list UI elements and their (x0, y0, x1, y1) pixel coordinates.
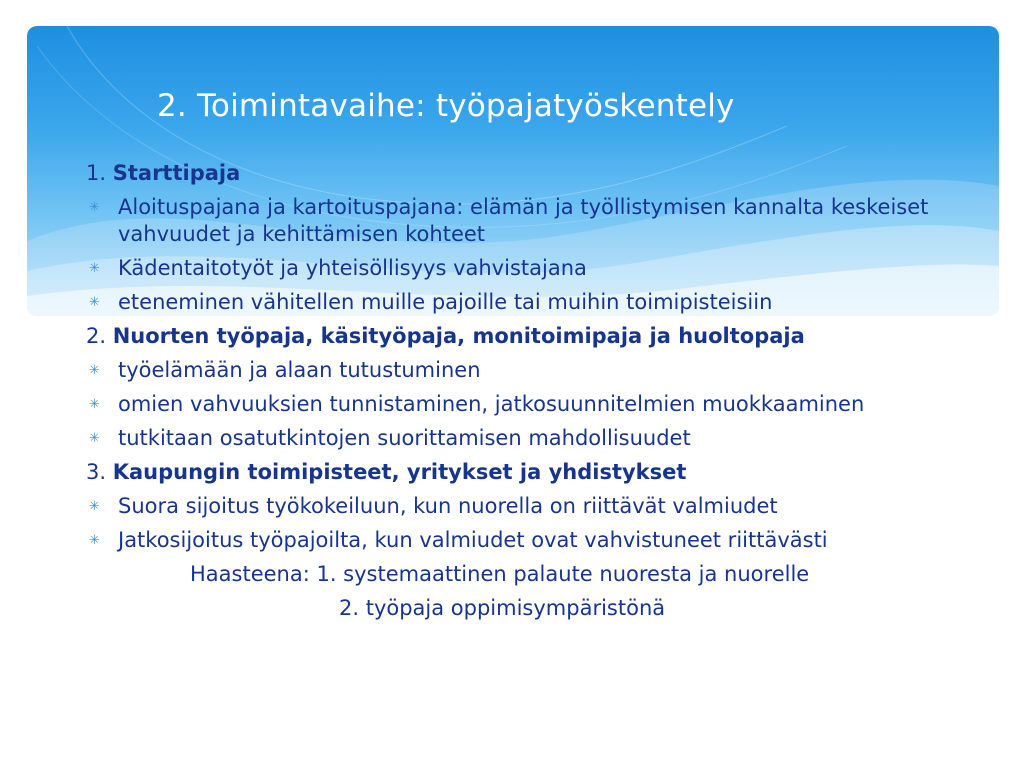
section-heading (86, 459, 966, 486)
list-item-text: työelämään ja alaan tutustuminen (118, 358, 481, 382)
slide-title: 2. Toimintavaihe: työpajatyöskentely (157, 88, 735, 124)
list-item (86, 357, 966, 384)
list-item-text: omien vahvuuksien tunnistaminen, jatkosuunnitelmien muokkaaminen (118, 392, 865, 416)
section-title: Nuorten työpaja, käsityöpaja, monitoimipaja ja huoltopaja (112, 324, 805, 348)
list-item-text: eteneminen vähitellen muille pajoille tai muihin toimipisteisiin (118, 290, 773, 314)
asterisk-bullet-icon: ✳ (89, 533, 100, 548)
section-title: Kaupungin toimipisteet, yritykset ja yhdistykset (112, 460, 687, 484)
section-heading (86, 323, 966, 350)
section-title: Starttipaja (112, 161, 241, 185)
list-item (86, 194, 966, 248)
list-item (86, 493, 966, 520)
asterisk-bullet-icon: ✳ (89, 295, 100, 310)
list-item-text: tutkitaan osatutkintojen suorittamisen mahdollisuudet (118, 426, 691, 450)
list-item-text: Jatkosijoitus työpajoilta, kun valmiudet ovat vahvistuneet riittävästi (118, 528, 828, 552)
list-item (86, 527, 966, 554)
list-item (86, 391, 966, 418)
section-heading (86, 160, 966, 187)
list-item (86, 255, 966, 282)
asterisk-bullet-icon: ✳ (89, 200, 100, 215)
slide-content (86, 160, 966, 622)
section-number: 2. (86, 324, 107, 348)
challenge-line-2: 2. työpaja oppimisympäristönä (339, 596, 666, 620)
list-item-text: Suora sijoitus työkokeiluun, kun nuorella on riittävät valmiudet (118, 494, 778, 518)
list-item (86, 289, 966, 316)
list-item-text: Kädentaitotyöt ja yhteisöllisyys vahvistajana (118, 256, 587, 280)
asterisk-bullet-icon: ✳ (89, 261, 100, 276)
section-number: 1. (86, 161, 107, 185)
asterisk-bullet-icon: ✳ (89, 499, 100, 514)
list-item (86, 425, 966, 452)
asterisk-bullet-icon: ✳ (89, 397, 100, 412)
section-number: 3. (86, 460, 107, 484)
list-item-text: Aloituspajana ja kartoituspajana: elämän ja työllistymisen kannalta keskeiset vahvuudet ja kehittämisen kohteet (118, 195, 929, 246)
asterisk-bullet-icon: ✳ (89, 363, 100, 378)
asterisk-bullet-icon: ✳ (89, 431, 100, 446)
challenge-line-1: Haasteena: 1. systemaattinen palaute nuoresta ja nuorelle (190, 562, 810, 586)
